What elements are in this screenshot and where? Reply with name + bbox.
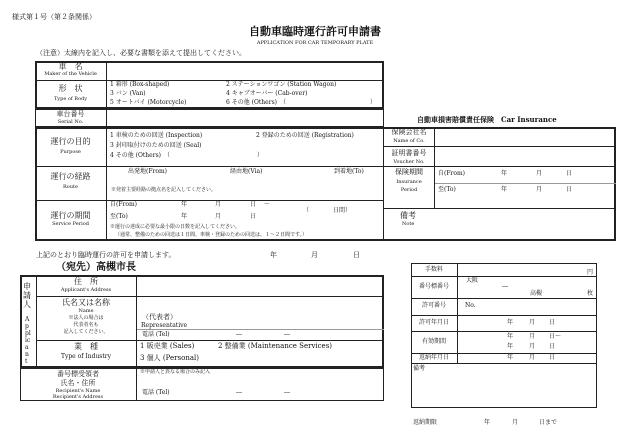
- addressee: （宛先）高槻市長: [56, 262, 136, 273]
- period-label: 運行の期間: [50, 211, 91, 220]
- form-number: 様式第１号（第２条関係）: [12, 13, 96, 21]
- applicant-side-label: 申請人: [23, 282, 31, 309]
- purpose-option-inspection[interactable]: 1 車検のための回送 (Inspection): [110, 132, 203, 139]
- period-tilde: 〜: [264, 201, 271, 208]
- form-subtitle: APPLICATION FOR CAR TEMPORARY PLATE: [256, 40, 374, 46]
- route-via[interactable]: 経由地(Via): [230, 168, 263, 175]
- plate-takatsuki: 高槻: [530, 290, 543, 297]
- permit-date-label: 許可年月日: [418, 319, 449, 326]
- return-date-day: 日: [549, 354, 556, 361]
- insurance-to-month: 月: [536, 186, 543, 193]
- valid-from-year: 年: [507, 333, 514, 340]
- form-title: 自動車臨時運行許可申請書: [249, 25, 381, 38]
- name-label: 氏名又は名称: [62, 298, 110, 307]
- insurance-from-month: 月: [536, 170, 543, 177]
- name-label-en: Name: [78, 308, 94, 314]
- insurance-from-day: 日: [566, 170, 573, 177]
- valid-to-month: 月: [529, 343, 536, 350]
- insurance-to-label: 至(To): [438, 186, 456, 193]
- representative-label: （代表者）: [142, 313, 177, 321]
- serial-label: 車台番号: [56, 110, 85, 118]
- return-deadline-year: 年: [484, 419, 491, 426]
- purpose-option-registration[interactable]: 2 登録のための回送 (Registration): [256, 132, 354, 139]
- declaration-year: 年: [270, 251, 277, 259]
- remarks-label-en: Note: [402, 221, 415, 227]
- period-from-month: 月: [215, 201, 222, 208]
- period-to-day: 日: [250, 213, 257, 220]
- maker-label: 車 名: [58, 62, 83, 71]
- applicant-tel-label: 電話 (Tel): [142, 331, 170, 338]
- route-from[interactable]: 出発地(From): [128, 168, 168, 175]
- purpose-label-en: Purpose: [60, 149, 81, 155]
- route-note: ※発着主要経路の拠点名を記入してください。: [111, 187, 217, 193]
- purpose-option-others[interactable]: 4 その他 (Others) （: [110, 152, 171, 159]
- plate-osaka: 大阪: [466, 277, 479, 284]
- body-option-motorcycle[interactable]: 5 オートバイ (Motorcycle): [110, 99, 187, 106]
- recipient-label-en-1: Recipient's Name: [55, 388, 101, 394]
- permit-date-day: 日: [549, 319, 556, 326]
- return-date-year: 年: [507, 354, 514, 361]
- maker-label-en: Maker of the Vehicle: [44, 71, 97, 77]
- declaration-month: 月: [311, 251, 318, 259]
- insurance-from-label: 自(From): [438, 170, 466, 177]
- period-from-day: 日: [250, 201, 257, 208]
- insurance-company-label: 保険会社名: [391, 128, 427, 136]
- industry-label: 業 種: [74, 342, 98, 351]
- fee-label: 手数料: [424, 266, 443, 273]
- applicant-side-label-en: Applicant: [25, 316, 31, 365]
- recipient-tel-dash-1: ―: [236, 389, 242, 396]
- corp-note-3: 記入してください。: [63, 329, 109, 335]
- industry-option-maintenance[interactable]: 2 整備業 (Maintenance Services): [218, 342, 333, 350]
- valid-from-month: 月: [529, 333, 536, 340]
- period-from-label: 自(From): [110, 201, 138, 208]
- body-option-box[interactable]: 1 箱形 (Box-shaped): [110, 81, 170, 88]
- recipient-tel-dash-2: ―: [284, 389, 290, 396]
- body-option-cabover[interactable]: 4 キャブオーバー (Cab-over): [226, 90, 308, 97]
- recipient-label-en-2: Recipient's Address: [52, 394, 104, 400]
- voucher-label: 証明書番号: [391, 149, 427, 157]
- body-type-label: 形 状: [58, 84, 83, 93]
- body-option-others[interactable]: 6 その他 (Others) （: [226, 99, 287, 106]
- recipient-label-1: 番号標受領者: [57, 370, 99, 378]
- corp-note-2: 代表者名も: [73, 322, 99, 328]
- body-option-others-close: ）: [370, 99, 377, 106]
- industry-option-personal[interactable]: 3 個人 (Personal): [140, 354, 199, 362]
- applicant-tel-dash-2: ―: [284, 331, 290, 338]
- permit-date-year: 年: [507, 319, 514, 326]
- insurance-to-day: 日: [566, 186, 573, 193]
- form-instruction: （注意）太線内を記入し、必要な書類を添えて提出してください。: [36, 49, 246, 57]
- address-label-en: Applicant's Address: [60, 287, 112, 293]
- return-date-month: 月: [529, 354, 536, 361]
- route-label-en: Route: [63, 184, 78, 190]
- period-to-label: 至(To): [110, 213, 128, 220]
- purpose-option-seal[interactable]: 3 封印取付けのための回送 (Seal): [110, 142, 202, 149]
- insurance-period-label-en-2: Period: [400, 187, 418, 193]
- address-label: 住 所: [74, 277, 98, 286]
- plate-no-label: 番号標番号: [418, 283, 449, 290]
- declaration-text: 上記のとおり臨時運行の許可を申請します。: [36, 251, 176, 259]
- period-days[interactable]: （ 日間）: [303, 207, 352, 214]
- voucher-label-en: Voucher No.: [393, 159, 425, 165]
- body-option-van[interactable]: 3 バン (Van): [110, 90, 146, 97]
- applicant-tel-dash-1: ―: [236, 331, 242, 338]
- valid-to-year: 年: [507, 343, 514, 350]
- insurance-to-year: 年: [501, 186, 508, 193]
- route-label: 運行の経路: [50, 172, 91, 181]
- permit-no-prefix: No.: [465, 302, 476, 309]
- corp-note-1: ※法人の場合は: [68, 315, 104, 321]
- remarks-label: 備考: [400, 211, 416, 220]
- serial-label-en: Serial No.: [57, 119, 84, 125]
- purpose-option-others-close: ）: [257, 152, 264, 159]
- period-to-year: 年: [181, 213, 188, 220]
- plate-dash: ―: [502, 283, 508, 290]
- recipient-note: ※申請人と異なる場合のみ記入: [140, 369, 211, 375]
- valid-from-day: 日〜: [549, 333, 562, 340]
- industry-label-en: Type of Industry: [60, 353, 112, 360]
- industry-option-sales[interactable]: 1 販売業 (Sales): [140, 342, 195, 350]
- fee-yen: 円: [587, 269, 594, 276]
- purpose-label: 運行の目的: [50, 137, 91, 146]
- permit-date-month: 月: [529, 319, 536, 326]
- recipient-label-2: 氏名・住所: [60, 379, 96, 387]
- period-note-2: （通常、整備のための回送は１日間、車検・登録のための回送は、１〜２日間です。）: [115, 232, 308, 238]
- insurance-from-year: 年: [501, 170, 508, 177]
- insurance-header: 自動車損害賠償責任保険 Car Insurance: [417, 115, 557, 124]
- valid-period-label: 有効期間: [421, 338, 446, 345]
- period-label-en: Service Period: [52, 221, 89, 227]
- representative-label-en: Representative: [141, 322, 188, 329]
- insurance-period-label-en-1: Insurance: [396, 179, 422, 185]
- body-type-label-en: Type of Body: [53, 96, 88, 102]
- period-from-year: 年: [181, 201, 188, 208]
- insurance-company-label-en: Name of Co.: [393, 138, 425, 144]
- insurance-period-label: 保険期間: [395, 168, 423, 176]
- return-date-label: 返納年月日: [418, 354, 449, 361]
- route-to[interactable]: 到着地(To): [334, 168, 364, 175]
- return-deadline-until: 日まで: [539, 419, 558, 426]
- office-remarks-label: 備考: [413, 365, 426, 372]
- valid-to-day: 日: [549, 343, 556, 350]
- permit-no-label: 許可番号: [421, 302, 446, 309]
- return-deadline-month: 月: [512, 419, 519, 426]
- return-deadline-label: 返納期限: [413, 419, 438, 426]
- period-note-1: ※運行の達成に必要な最小限の日数を記入してください。: [110, 224, 241, 230]
- plate-sheet: 枚: [587, 290, 594, 297]
- recipient-tel-label: 電話 (Tel): [142, 389, 170, 396]
- body-option-wagon[interactable]: 2 ステーションワゴン (Station Wagon): [226, 81, 337, 88]
- declaration-day: 日: [353, 251, 360, 259]
- period-to-month: 月: [215, 213, 222, 220]
